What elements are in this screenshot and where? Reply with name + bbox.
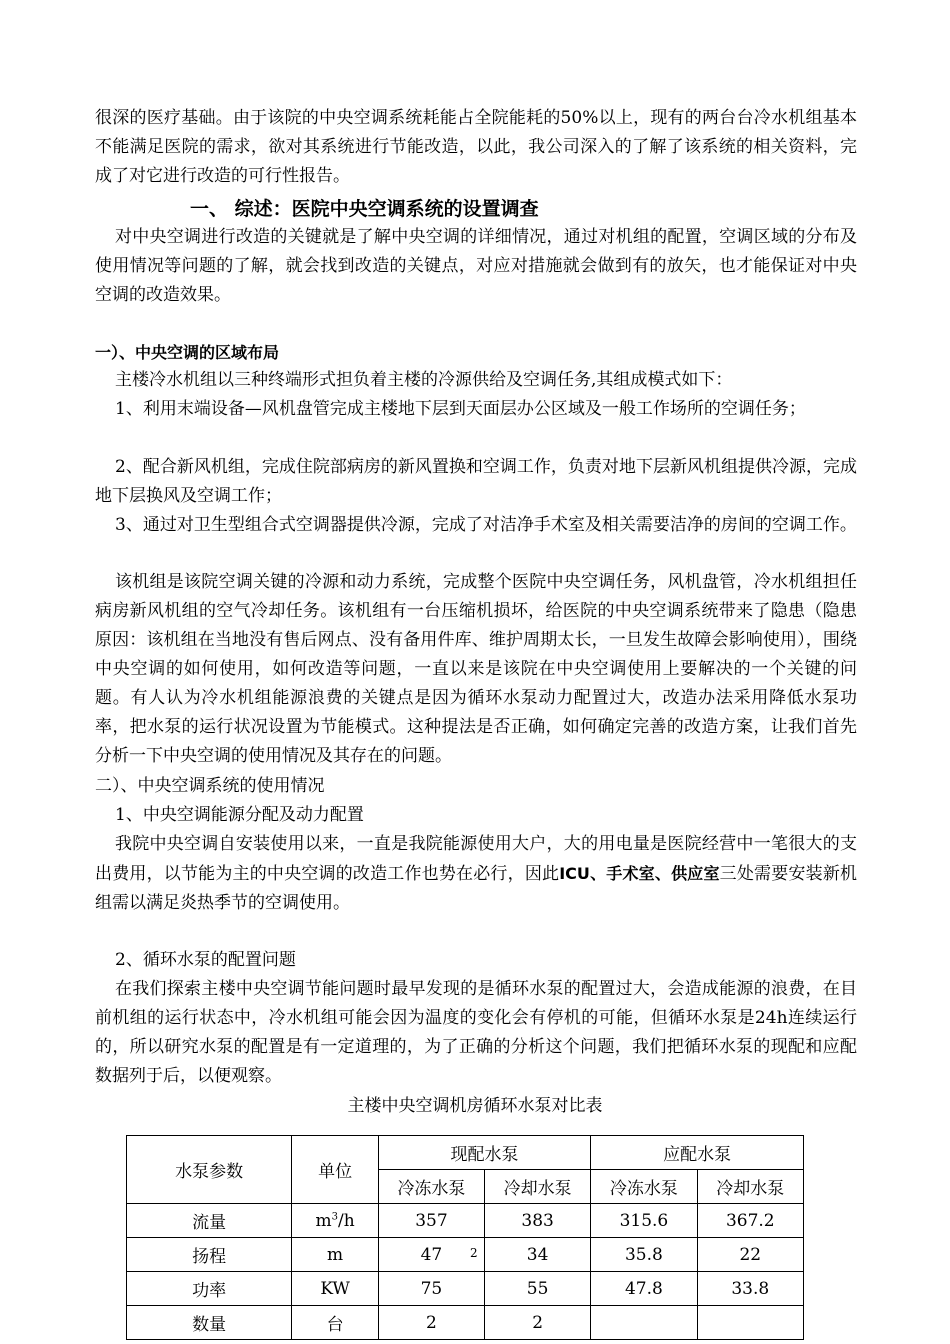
highlighted-departments: ICU、手术室、供应室 [559,864,720,883]
table-row [127,1238,804,1272]
cell-current-cooling: 2 [485,1306,591,1340]
section-1-body: 对中央空调进行改造的关键就是了解中央空调的详细情况，通过对机组的配置，空调区域的分布及使用情况等问题的了解，就会找到改造的关键点，对应对措施就会做到有的放矢，也才能保证对中央空调的改造效果。 [95,227,857,305]
subsection-1-analysis: 该机组是该院空调关键的冷源和动力系统，完成整个医院中央空调任务，风机盘管，冷水机组担任病房新风机组的空气冷却任务。该机组有一台压缩机损坏，给医院的中央空调系统带来了隐患（隐患原因：该机组在当地没有售后网点、没有备用件库、维护周期太长，一旦发生故障会影响使用），围绕中央空调的如何使用，如何改造等问题，一直以来是该院在中央空调使用上要解决的一个关键的问题。有人认为冷水机组能源浪费的关键点是因为循环水泵动力配置过大，改造办法采用降低水泵功率，把水泵的运行状况设置为节能模式。这种提法是否正确，如何确定完善的改造方案，让我们首先分析一下中央空调的使用情况及其存在的问题。 [95,572,857,766]
cell-current-chilled: 47 [378,1238,484,1272]
intro-paragraph: 很深的医疗基础。由于该院的中央空调系统耗能占全院能耗的50%以上，现有的两台台冷水机组基本不能满足医院的需求，欲对其系统进行节能改造，以此，我公司深入的了解了该系统的相关资料，完成了对它进行改造的可行性报告。 [95,108,857,186]
section-1-heading: 一、 综述：医院中央空调系统的设置调查 [190,198,539,220]
subsection-2-heading: 二）、中央空调系统的使用情况 [95,776,325,796]
cell-current-cooling: 383 [485,1204,591,1238]
header-param: 水泵参数 [127,1136,292,1204]
subsection-1-heading: 一）、中央空调的区域布局 [95,343,280,362]
cell-unit: $m^3/h$ [292,1204,378,1238]
subheader-current-chilled: 冷冻水泵 [378,1170,484,1204]
cell-required-chilled [591,1306,697,1340]
cell-current-chilled: 75 [378,1272,484,1306]
subheader-required-cooling: 冷却水泵 [697,1170,803,1204]
cell-param: 扬程 [127,1238,292,1272]
cell-current-chilled: 2 [378,1306,484,1340]
cell-required-cooling: 22 [697,1238,803,1272]
cell-unit: KW [292,1272,378,1306]
table-header-row [127,1136,804,1170]
cell-param: 功率 [127,1272,292,1306]
cell-required-chilled: 315.6 [591,1204,697,1238]
cell-required-chilled: 35.8 [591,1238,697,1272]
cell-required-cooling: 367.2 [697,1204,803,1238]
subsection-2-item-2-title: 2、循环水泵的配置问题 [115,950,296,970]
cell-unit: m [292,1238,378,1272]
header-current-pumps: 现配水泵 [378,1136,590,1170]
cell-param: 数量 [127,1306,292,1340]
cell-current-chilled: 357 [378,1204,484,1238]
cell-required-chilled: 47.8 [591,1272,697,1306]
subsection-2-item-2-body: 在我们探索主楼中央空调节能问题时最早发现的是循环水泵的配置过大，会造成能源的浪费，在目前机组的运行状态中，冷水机组可能会因为温度的变化会有停机的可能，但循环水泵是24h连续运行的，所以研究水泵的配置是有一定道理的，为了正确的分析这个问题，我们把循环水泵的现配和应配数据列于后，以便观察。 [95,979,857,1086]
pump-comparison-table [126,1135,804,1340]
subsection-1-item-3: 3、通过对卫生型组合式空调器提供冷源，完成了对洁净手术室及相关需要洁净的房间的空调工作。 [115,515,857,535]
body-text: 我院中央空调自安装使用以来，一直是我院能源使用大户，大的用电量是医院经营中一笔很大的支出费用，以节能为主的中央空调的改造工作也势在必行，因此 [95,834,857,884]
cell-current-cooling: 34 [485,1238,591,1272]
subsection-1-item-2: 2、配合新风机组，完成住院部病房的新风置换和空调工作，负责对地下层新风机组提供冷源，完成地下层换风及空调工作； [95,457,857,506]
header-required-pumps: 应配水泵 [591,1136,804,1170]
page-number: 2 [470,1246,478,1260]
header-unit: 单位 [292,1136,378,1204]
cell-required-cooling [697,1306,803,1340]
cell-unit: 台 [292,1306,378,1340]
subheader-current-cooling: 冷却水泵 [485,1170,591,1204]
table-caption: 主楼中央空调机房循环水泵对比表 [347,1096,603,1116]
subsection-1-intro: 主楼冷水机组以三种终端形式担负着主楼的冷源供给及空调任务,其组成模式如下： [115,370,733,390]
body-text-continued: 三处需要安装新机组需以满足炎热季节的空调使用。 [95,864,858,913]
cell-required-cooling: 33.8 [697,1272,803,1306]
subsection-2-item-1-body [95,830,857,918]
subsection-1-item-1: 1、利用末端设备—风机盘管完成主楼地下层到天面层办公区域及一般工作场所的空调任务； [115,399,806,419]
cell-current-cooling: 55 [485,1272,591,1306]
subsection-2-item-1-title: 1、中央空调能源分配及动力配置 [115,805,364,825]
table-row [127,1272,804,1306]
cell-param: 流量 [127,1204,292,1238]
table-row [127,1306,804,1340]
subheader-required-chilled: 冷冻水泵 [591,1170,697,1204]
table-row [127,1204,804,1238]
